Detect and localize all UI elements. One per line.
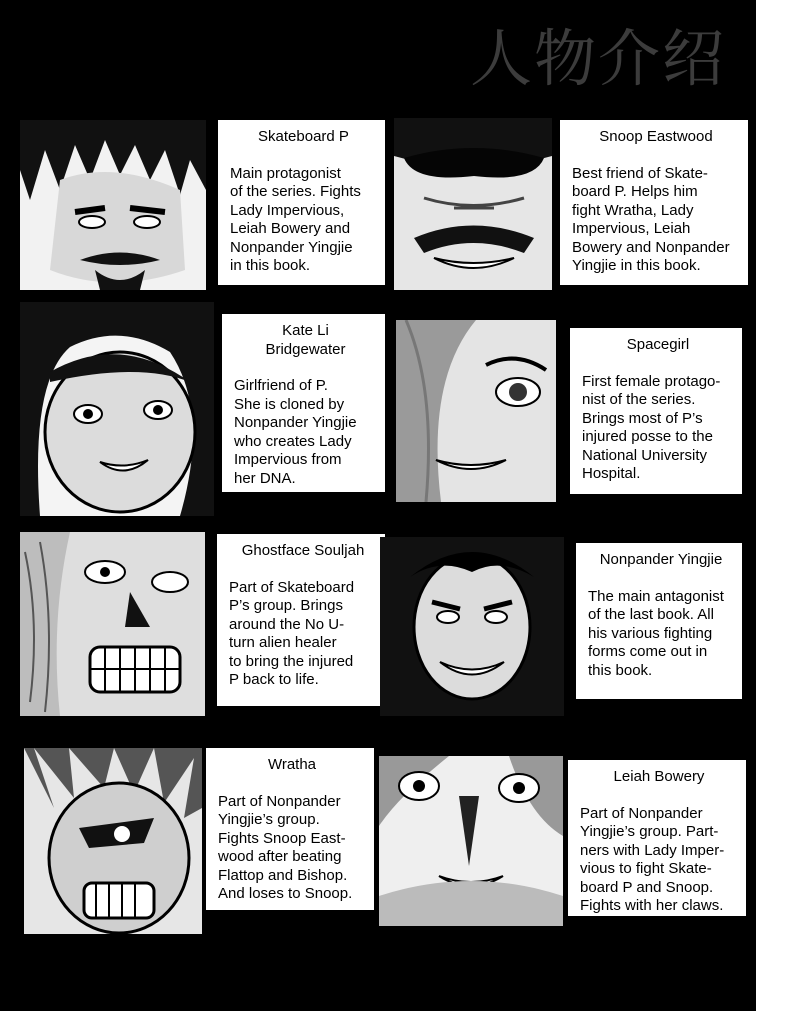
portrait-skateboard-p: [20, 120, 206, 290]
character-description: The main antagonist of the last book. All his various fighting forms come out in this book.: [588, 587, 724, 679]
wratha-face-illustration: [24, 748, 202, 934]
snoop-eastwood-face-illustration: [394, 118, 552, 290]
portrait-leiah-bowery: [379, 756, 563, 926]
portrait-nonpander-yingjie: [380, 537, 564, 716]
character-description: Part of Nonpander Yingjie’s group. Fights Snoop East- wood after beating Flattop and Bishop. And loses to Snoop.: [218, 792, 353, 902]
portrait-wratha: [24, 748, 202, 934]
skateboard-p-face-illustration: [20, 120, 206, 290]
card-skateboard-p: [218, 120, 385, 285]
leiah-bowery-face-illustration: [379, 756, 563, 926]
kate-li-face-illustration: [20, 302, 214, 516]
portrait-kate-li-bridgewater: [20, 302, 214, 516]
character-description: Main protagonist of the series. Fights Lady Impervious, Leiah Bowery and Nonpander Yingjie in this book.: [230, 164, 361, 274]
character-name: Snoop Eastwood: [599, 128, 713, 145]
character-name: Spacegirl: [626, 336, 690, 353]
character-name: Wratha: [267, 756, 317, 773]
card-kate-li-bridgewater: [222, 314, 385, 492]
card-nonpander-yingjie: [576, 543, 742, 699]
character-description: Girlfriend of P. She is cloned by Nonpander Yingjie who creates Lady Impervious from her DNA.: [234, 377, 357, 487]
nonpander-yingjie-face-illustration: [380, 537, 564, 716]
card-wratha: [206, 748, 374, 910]
character-description: Part of Nonpander Yingjie’s group. Part- ners with Lady Imper- vious to fight Skate- board P and Snoop. Fights with her claws.: [580, 804, 725, 914]
character-description: Best friend of Skate- board P. Helps him fight Wratha, Lady Impervious, Leiah Bowery and Nonpander Yingjie in this book.: [572, 164, 730, 274]
character-name: Nonpander Yingjie: [599, 551, 723, 568]
card-spacegirl: [570, 328, 742, 494]
page-title: 人物介绍: [470, 22, 727, 95]
character-name: Skateboard P: [258, 128, 349, 145]
ghostface-souljah-face-illustration: [20, 532, 205, 716]
portrait-ghostface-souljah: [20, 532, 205, 716]
character-name: Ghostface Souljah: [241, 542, 365, 559]
portrait-snoop-eastwood: [394, 118, 552, 290]
character-name: Kate Li Bridgewater: [265, 322, 346, 358]
card-snoop-eastwood: [560, 120, 748, 285]
card-leiah-bowery: [568, 760, 746, 916]
character-name: Leiah Bowery: [613, 768, 705, 785]
card-ghostface-souljah: [217, 534, 385, 706]
spacegirl-face-illustration: [396, 320, 556, 502]
portrait-spacegirl: [396, 320, 556, 502]
character-description: First female protago- nist of the series. Brings most of P’s injured posse to the National University Hospital.: [582, 372, 721, 482]
character-description: Part of Skateboard P’s group. Brings around the No U- turn alien healer to bring the injured P back to life.: [229, 578, 355, 688]
